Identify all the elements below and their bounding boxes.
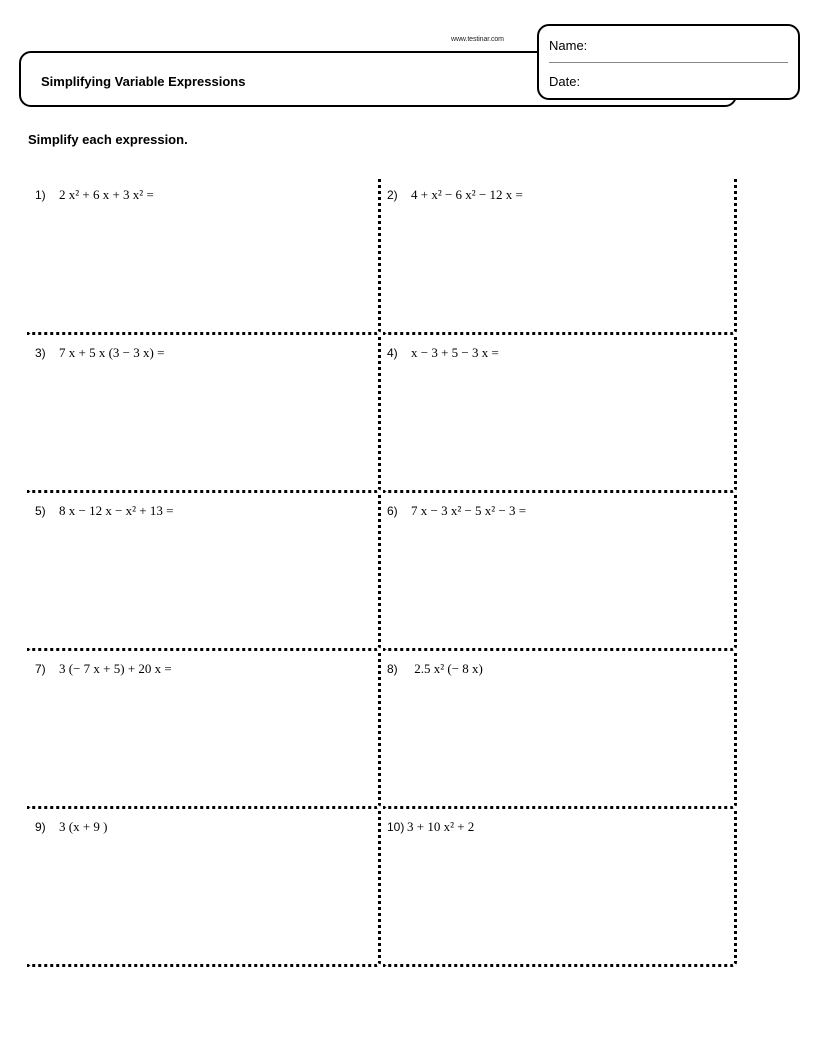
worksheet-title: Simplifying Variable Expressions <box>41 74 246 89</box>
problem-expression: x − 3 + 5 − 3 x = <box>411 345 499 360</box>
problem-cell-4 <box>383 336 737 493</box>
problem-cell-9 <box>27 810 381 967</box>
problem-number: 9) <box>35 820 46 834</box>
problem-number: 10) <box>387 820 405 834</box>
problem-expression: 2.5 x² (− 8 x) <box>411 661 483 676</box>
problem-number: 3) <box>35 346 46 360</box>
problem-cell-7 <box>27 652 381 809</box>
problem-cell-1 <box>27 178 381 335</box>
problem-number: 1) <box>35 188 46 202</box>
name-date-box <box>537 24 800 100</box>
problem-cell-2 <box>383 178 737 335</box>
problem-expression: 7 x + 5 x (3 − 3 x) = <box>59 345 165 360</box>
problem-cell-10 <box>383 810 737 967</box>
problem-number: 7) <box>35 662 46 676</box>
problem-number: 6) <box>387 504 398 518</box>
name-label: Name: <box>549 38 588 53</box>
problem-expression: 4 + x² − 6 x² − 12 x = <box>411 187 523 202</box>
problem-cell-3 <box>27 336 381 493</box>
problem-expression: 3 + 10 x² + 2 <box>407 819 475 834</box>
problem-cell-8 <box>383 652 737 809</box>
problem-expression: 7 x − 3 x² − 5 x² − 3 = <box>411 503 527 518</box>
problem-cell-6 <box>383 494 737 651</box>
date-label: Date: <box>549 74 581 89</box>
problem-number: 5) <box>35 504 46 518</box>
problem-number: 2) <box>387 188 398 202</box>
problem-number: 4) <box>387 346 398 360</box>
problem-expression: 3 (x + 9 ) <box>59 819 108 834</box>
name-divider <box>549 62 788 63</box>
problem-cell-5 <box>27 494 381 651</box>
problem-expression: 2 x² + 6 x + 3 x² = <box>59 187 154 202</box>
problem-number: 8) <box>387 662 398 676</box>
instructions: Simplify each expression. <box>28 132 188 147</box>
problem-expression: 8 x − 12 x − x² + 13 = <box>59 503 174 518</box>
problem-expression: 3 (− 7 x + 5) + 20 x = <box>59 661 172 676</box>
website-label: www.testinar.com <box>451 36 504 43</box>
